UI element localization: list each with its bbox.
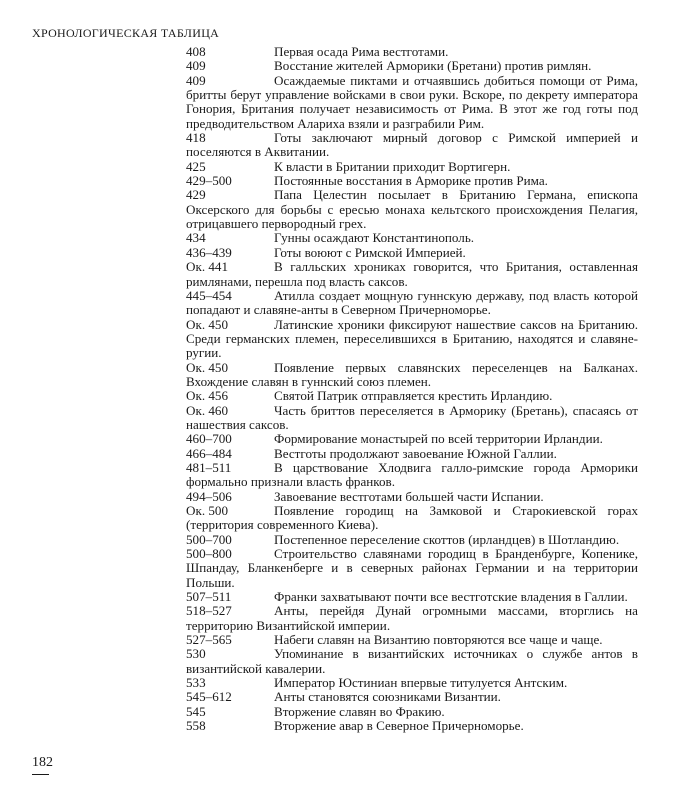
table-row	[186, 289, 638, 318]
entry-description: Император Юстиниан впервые титулуется Антским.	[274, 675, 568, 691]
table-row	[186, 690, 638, 704]
entry-description: Постепенное переселение скоттов (ирландцев) в Шотландию.	[274, 531, 620, 547]
entry-description: Упоминание в византийских источниках о службе антов в византийской кавалерии.	[186, 646, 638, 676]
page-number-rule	[32, 774, 49, 775]
entry-year: 545–612	[186, 689, 232, 705]
entry-description: Анты становятся союзниками Византии.	[274, 689, 501, 705]
table-row	[186, 533, 638, 547]
table-row	[186, 432, 638, 446]
entry-description: Латинские хроники фиксируют нашествие саксов на Британию. Среди германских племен, переселившихся в Британию, находятся и славяне-ругии.	[186, 316, 638, 361]
entry-description: Первая осада Рима вестготами.	[274, 44, 449, 59]
table-row	[186, 131, 638, 160]
entry-description: Готы воюют с Римской Империей.	[274, 244, 466, 260]
entry-description: Святой Патрик отправляется крестить Ирландию.	[274, 388, 553, 404]
table-row	[186, 461, 638, 490]
entry-description: Гунны осаждают Константинополь.	[274, 230, 475, 246]
table-row	[186, 59, 638, 73]
entry-year: 558	[186, 718, 206, 734]
entry-description: Появление городищ на Замковой и Старокиевской горах (территория современного Киева).	[186, 503, 638, 533]
entry-year: 500–800	[186, 546, 232, 562]
table-row	[186, 676, 638, 690]
entry-description: Вторжение авар в Северное Причерноморье.	[274, 718, 524, 734]
entry-description: Формирование монастырей по всей территории Ирландии.	[274, 431, 603, 447]
entry-year: 434	[186, 230, 206, 246]
entry-description: Папа Целестин посылает в Британию Германа, епископа Оксерского для борьбы с ересью монаха кельтского происхождения Пелагия, отрицавшего первородный грех.	[186, 187, 638, 232]
entry-year: 500–700	[186, 531, 232, 547]
entry-year: 530	[186, 646, 206, 662]
entry-year: 425	[186, 158, 206, 174]
entry-description: Восстание жителей Арморики (Бретани) против римлян.	[274, 58, 592, 74]
entry-description: Вестготы продолжают завоевание Южной Галлии.	[274, 445, 557, 461]
entry-year: 436–439	[186, 244, 232, 260]
table-row	[186, 447, 638, 461]
entry-year: Ок. 450	[186, 359, 229, 375]
table-row	[186, 490, 638, 504]
entry-description: Появление первых славянских переселенцев на Балканах. Вхождение славян в гуннский союз племен.	[186, 359, 638, 389]
entry-year: 409	[186, 72, 206, 88]
entry-description: Франки захватывают почти все вестготские владения в Галлии.	[274, 589, 628, 605]
entry-description: Строительство славянами городищ в Бранденбурге, Копенике, Шпандау, Бланкенберге и в северных районах Германии и на территории Польши.	[186, 546, 638, 590]
table-row	[186, 404, 638, 433]
entry-description: Анты, перейдя Дунай огромными массами, вторглись на территорию Византийской империи.	[186, 603, 638, 633]
table-row	[186, 246, 638, 260]
table-row	[186, 188, 638, 231]
entry-year: 409	[186, 58, 206, 74]
table-row	[186, 174, 638, 188]
page-number: 182	[32, 755, 53, 770]
entry-year: Ок. 456	[186, 388, 229, 404]
entry-year: 466–484	[186, 445, 232, 461]
entry-year: 429	[186, 187, 206, 203]
table-row	[186, 705, 638, 719]
entry-description: Готы заключают мирный договор с Римской империей и поселяются в Аквитании.	[186, 130, 638, 160]
entry-description: В галльских хрониках говорится, что Британия, оставленная римлянами, перешла под власть саксов.	[186, 259, 638, 289]
entry-description: Завоевание вестготами большей части Испании.	[274, 488, 544, 504]
chronology-table	[186, 45, 638, 734]
entry-description: Осаждаемые пиктами и отчаявшись добиться помощи от Рима, бритты берут управление войсками в свои руки. Вскоре, по декрету императора Гонория, Британия получает независимость от Рима. В этот же год готы под предводительством Алариха взяли и разграбили Рим.	[186, 72, 638, 131]
entry-year: Ок. 500	[186, 503, 229, 518]
entry-year: 533	[186, 675, 206, 691]
table-row	[186, 719, 638, 733]
entry-year: 460–700	[186, 431, 232, 447]
table-row	[186, 504, 638, 533]
table-row	[186, 647, 638, 676]
table-row	[186, 633, 638, 647]
running-header: ХРОНОЛОГИЧЕСКАЯ ТАБЛИЦА	[32, 26, 220, 40]
entry-year: 545	[186, 703, 206, 719]
entry-year: Ок. 441	[186, 259, 229, 275]
entry-description: Атилла создает мощную гуннскую державу, под власть которой попадают и славяне-анты в Северном Причерноморье.	[186, 287, 638, 318]
table-row	[186, 590, 638, 604]
entry-year: 429–500	[186, 173, 232, 189]
entry-description: В царствование Хлодвига галло-римские города Арморики формально признали власть франков.	[186, 459, 638, 490]
entry-year: 418	[186, 130, 206, 146]
table-row	[186, 361, 638, 390]
table-row	[186, 45, 638, 59]
entry-description: Набеги славян на Византию повторяются все чаще и чаще.	[274, 632, 603, 648]
table-row	[186, 604, 638, 633]
entry-description: Постоянные восстания в Арморике против Рима.	[274, 173, 548, 189]
table-row	[186, 231, 638, 245]
table-row	[186, 160, 638, 174]
entry-year: 518–527	[186, 603, 232, 619]
entry-description: К власти в Британии приходит Вортигерн.	[274, 158, 511, 174]
table-row	[186, 547, 638, 590]
table-row	[186, 318, 638, 361]
table-row	[186, 74, 638, 131]
entry-year: Ок. 450	[186, 316, 229, 332]
table-row	[186, 260, 638, 289]
entry-year: Ок. 460	[186, 402, 229, 418]
entry-description: Часть бриттов переселяется в Арморику (Бретань), спасаясь от нашествия саксов.	[186, 402, 638, 432]
table-row	[186, 389, 638, 403]
entry-year: 445–454	[186, 287, 232, 303]
entry-description: Вторжение славян во Фракию.	[274, 703, 445, 719]
entry-year: 481–511	[186, 459, 232, 475]
entry-year: 408	[186, 44, 206, 59]
entry-year: 507–511	[186, 589, 232, 605]
entry-year: 527–565	[186, 632, 232, 648]
entry-year: 494–506	[186, 488, 232, 504]
